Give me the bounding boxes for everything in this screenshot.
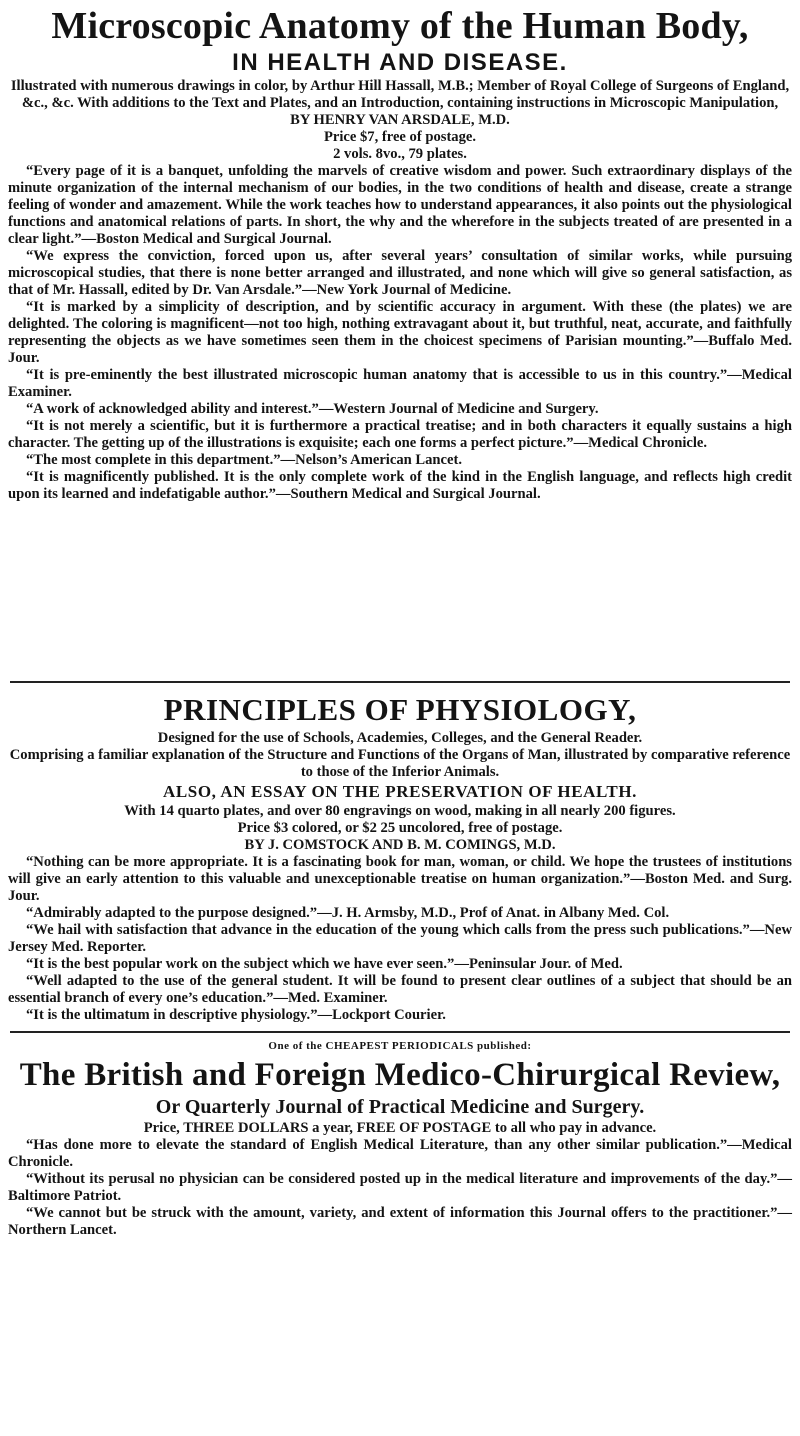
- book2-review: “We hail with satisfaction that advance in the education of the young which calls from the press such publications.”—New Jersey Med. Reporter.: [8, 922, 792, 955]
- book2-body: [8, 730, 792, 1024]
- section-divider: [10, 681, 790, 683]
- book1-format: 2 vols. 8vo., 79 plates.: [333, 146, 467, 162]
- book1-review: “It is not merely a scientific, but it is furthermore a practical treatise; and in both characters it equally sustains a high character. The getting up of the illustrations is exquisite; each one forms a perfect picture.”—Medical Chronicle.: [8, 418, 792, 451]
- periodical-review: “Has done more to elevate the standard of English Medical Literature, than any other similar publication.”—Medical Chronicle.: [8, 1137, 792, 1170]
- book2-review: “Admirably adapted to the purpose designed.”—J. H. Armsby, M.D., Prof of Anat. in Albany Med. Col.: [26, 905, 670, 921]
- book2-author: BY J. COMSTOCK AND B. M. COMINGS, M.D.: [244, 837, 556, 853]
- book2-review: “Well adapted to the use of the general student. It will be found to present clear outlines of a subject that should be an essential branch of every one’s education.”—Med. Examiner.: [8, 973, 792, 1006]
- book1-price: Price $7, free of postage.: [323, 129, 477, 145]
- book2-review: “It is the best popular work on the subject which we have ever seen.”—Peninsular Jour. of Med.: [26, 956, 623, 972]
- periodical-review: “We cannot but be struck with the amount, variety, and extent of information this Journal offers to the practitioner.”—Northern Lancet.: [8, 1205, 792, 1238]
- microscopic-anatomy-ad: [0, 0, 800, 682]
- book1-review: “A work of acknowledged ability and interest.”—Western Journal of Medicine and Surgery.: [26, 401, 599, 417]
- book1-body: [8, 78, 792, 503]
- book1-author: BY HENRY VAN ARSDALE, M.D.: [290, 112, 510, 128]
- periodical-title: The British and Foreign Medico-Chirurgical Review,: [19, 1057, 781, 1093]
- periodical-review: “Without its perusal no physician can be considered posted up in the medical literature and improvements of the day.”—Baltimore Patriot.: [8, 1171, 792, 1204]
- book2-comprising: Comprising a familiar explanation of the Structure and Functions of the Organs of Man, illustrated by comparative reference to those of the Inferior Animals.: [9, 747, 791, 780]
- book1-subtitle: IN HEALTH AND DISEASE.: [232, 49, 568, 76]
- book1-title: Microscopic Anatomy of the Human Body,: [51, 5, 749, 47]
- book1-review: “It is magnificently published. It is the only complete work of the kind in the English language, and reflects high credit upon its learned and indefatigable author.”—Southern Medical and Surgical Journal.: [8, 469, 792, 502]
- principles-of-physiology-ad: [0, 684, 800, 1028]
- book1-review: “It is pre-eminently the best illustrated microscopic human anatomy that is accessible to us in this country.”—Medical Examiner.: [8, 367, 792, 400]
- book1-review: “We express the conviction, forced upon us, after several years’ consultation of similar works, while pursuing microscopical studies, that there is none better arranged and illustrated, and none which will give so general satisfaction, as that of Mr. Hassall, edited by Dr. Van Arsdale.”—New York Journal of Medicine.: [8, 248, 792, 298]
- book2-price: Price $3 colored, or $2 25 uncolored, free of postage.: [237, 820, 563, 836]
- book2-plates: With 14 quarto plates, and over 80 engravings on wood, making in all nearly 200 figures.: [124, 803, 676, 819]
- book1-review: “Every page of it is a banquet, unfolding the marvels of creative wisdom and power. Such extraordinary displays of the minute organization of the internal mechanism of our bodies, in the two conditions of health and disease, create a strange feeling of wonder and amazement. While the work teaches how to understand appearances, it also points out the physiological functions and anatomical relations of parts. In short, the why and the wherefore in the subjects treated of are presented in a clear light.”—Boston Medical and Surgical Journal.: [8, 163, 792, 247]
- book2-review: “Nothing can be more appropriate. It is a fascinating book for man, woman, or child. We hope the trustees of institutions will give an early attention to this valuable and unexceptionable treatise on human organization.”—Boston Med. and Surg. Jour.: [8, 854, 792, 904]
- book2-designed: Designed for the use of Schools, Academies, Colleges, and the General Reader.: [157, 730, 643, 746]
- book1-review: “It is marked by a simplicity of description, and by scientific accuracy in argument. With these (the plates) we are delighted. The coloring is magnificent—not too high, nothing extravagant about it, but truthful, neat, accurate, and faithfully representing the objects as we have sometimes seen them in the choicest specimens of Parisian mounting.”—Buffalo Med. Jour.: [8, 299, 792, 366]
- medico-chirurgical-review-ad: [0, 1036, 800, 1436]
- periodical-price: Price, THREE DOLLARS a year, FREE OF POSTAGE to all who pay in advance.: [143, 1120, 657, 1136]
- book1-review: “The most complete in this department.”—Nelson’s American Lancet.: [26, 452, 463, 468]
- periodical-tagline: One of the CHEAPEST PERIODICALS published:: [268, 1040, 532, 1052]
- book2-review: “It is the ultimatum in descriptive physiology.”—Lockport Courier.: [26, 1007, 446, 1023]
- periodical-subtitle: Or Quarterly Journal of Practical Medicine and Surgery.: [155, 1096, 645, 1118]
- book1-illustrated: Illustrated with numerous drawings in color, by Arthur Hill Hassall, M.B.; Member of Royal College of Surgeons of England, &c., &c. With additions to the Text and Plates, and an Introduction, containing instructions in Microscopic Manipulation,: [10, 78, 790, 111]
- periodical-body: [8, 1120, 792, 1239]
- section-divider: [10, 1031, 790, 1033]
- book2-essay: ALSO, AN ESSAY ON THE PRESERVATION OF HEALTH.: [162, 782, 638, 801]
- book2-title: PRINCIPLES OF PHYSIOLOGY,: [163, 692, 637, 727]
